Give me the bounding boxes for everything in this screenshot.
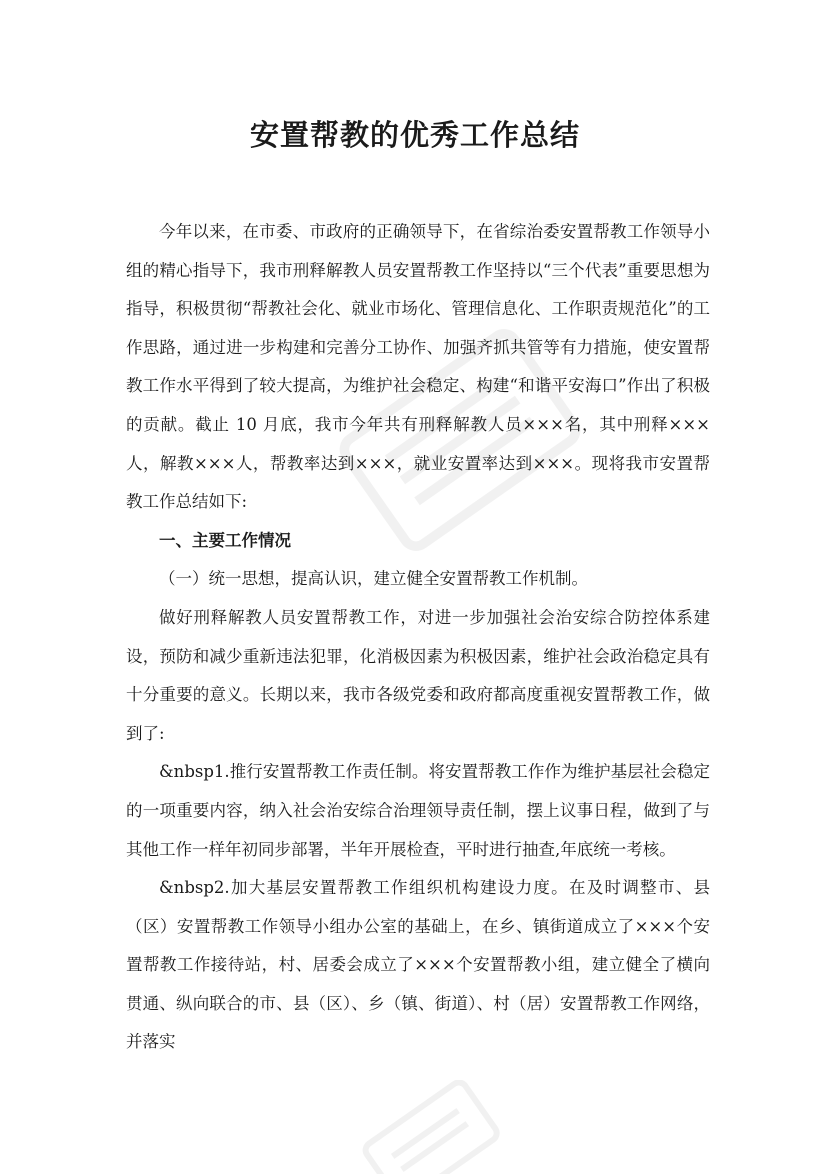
section-heading: 一、主要工作情况 [159, 530, 291, 550]
paragraph-item-1: &nbsp1.推行安置帮教工作责任制。将安置帮教工作作为维护基层社会稳定的一项重要内容，纳入社会治安综合治理领导责任制，摆上议事日程，做到了与其他工作一样年初同步部署，半年开展检查，平时进行抽查,年底统一考核。 [126, 762, 710, 859]
paragraph-intro: 今年以来，在市委、市政府的正确领导下，在省综治委安置帮教工作领导小组的精心指导下，我市刑释解教人员安置帮教工作坚持以“三个代表”重要思想为指导，积极贯彻“帮教社会化、就业市场化、管理信息化、工作职责规范化”的工作思路，通过进一步构建和完善分工协作、加强齐抓共管等有力措施，使安置帮教工作水平得到了较大提高，为维护社会稳定、构建“和谐平安海口”作出了积极的贡献。截止 10 月底，我市今年共有刑释解教人员×××名，其中刑释×××人，解教×××人，帮教率达到×××，就业安置率达到×××。现将我市安置帮教工作总结如下: [126, 222, 710, 512]
paragraph-body: 做好刑释解教人员安置帮教工作，对进一步加强社会治安综合防控体系建设，预防和减少重新违法犯罪，化消极因素为积极因素，维护社会政治稳定具有十分重要的意义。长期以来，我市各级党委和政府都高度重视安置帮教工作，做到了: [126, 607, 710, 743]
watermark-seal-icon [330, 1080, 530, 1174]
document-body [126, 213, 710, 1062]
document-title: 安置帮教的优秀工作总结 [249, 118, 580, 152]
subsection-heading: （一）统一思想，提高认识，建立健全安置帮教工作机制。 [159, 569, 588, 589]
paragraph-item-2: &nbsp2.加大基层安置帮教工作组织机构建设力度。在及时调整市、县（区）安置帮教工作领导小组办公室的基础上，在乡、镇街道成立了×××个安置帮教工作接待站，村、居委会成立了×××个安置帮教小组，建立健全了横向贯通、纵向联合的市、县（区）、乡（镇、街道）、村（居）安置帮教工作网络，并落实 [126, 878, 710, 1052]
